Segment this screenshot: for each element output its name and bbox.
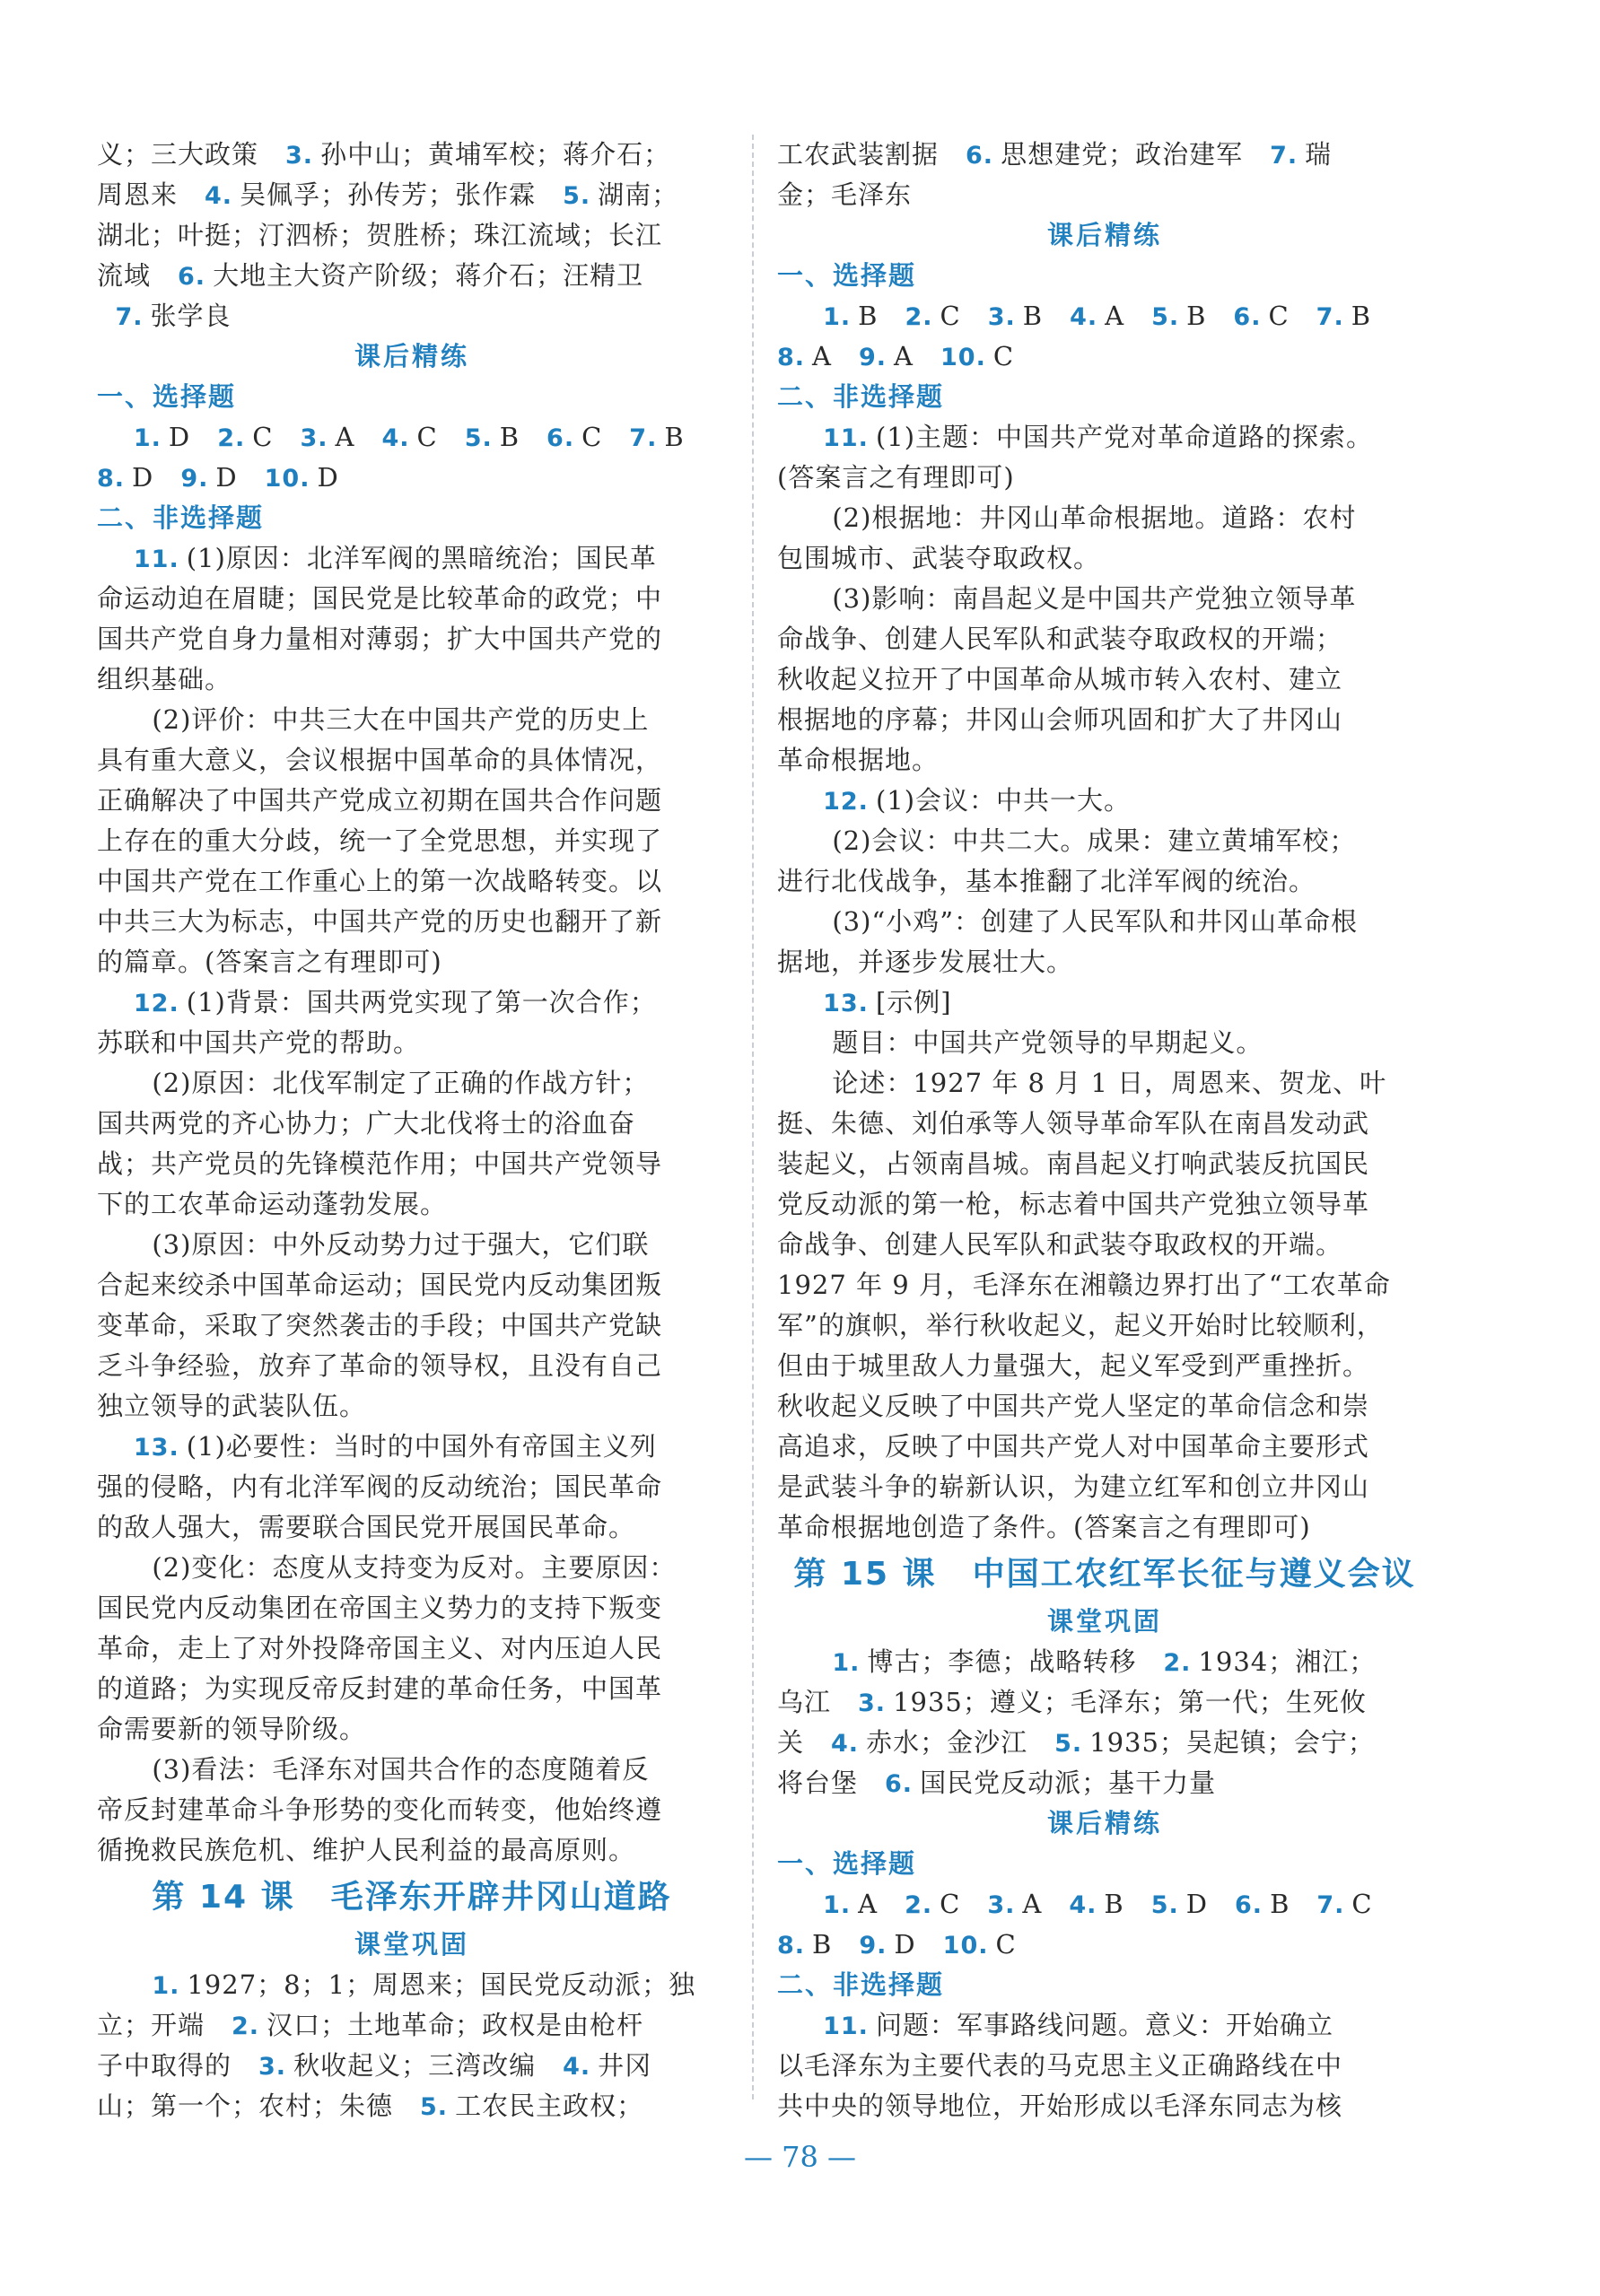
section-heading: 二、非选择题: [777, 1969, 945, 2000]
text-line: 高追求，反映了中国共产党人对中国革命主要形式: [777, 1431, 1370, 1462]
text-line: 党反动派的第一枪，标志着中国共产党独立领导革: [777, 1189, 1370, 1219]
text-line: 变革命，采取了突然袭击的手段；中国共产党缺: [97, 1310, 663, 1340]
text-line: 12. (1)会议：中共一大。: [823, 785, 1132, 816]
text-line: 独立领导的武装队伍。: [97, 1391, 367, 1421]
text-line: 国民党内反动集团在帝国主义势力的支持下叛变: [97, 1593, 663, 1623]
column-divider: [752, 135, 754, 2100]
text-line: (2)原因：北伐军制定了正确的作战方针；: [152, 1068, 650, 1098]
text-line: 立；开端 2. 汉口；土地革命；政权是由枪杆: [97, 2010, 644, 2040]
page-footer: — 78 —: [743, 2140, 857, 2174]
text-line: (3)原因：中外反动势力过于强大，它们联: [152, 1229, 650, 1260]
text-line: 国共两党的齐心协力；广大北伐将士的浴血奋: [97, 1108, 636, 1139]
text-line: 具有重大意义，会议根据中国革命的具体情况，: [97, 745, 663, 775]
text-line: 命战争、创建人民军队和武装夺取政权的开端；: [777, 624, 1343, 654]
text-line: 山；第一个；农村；朱德 5. 工农民主政权；: [97, 2091, 644, 2121]
text-line: (2)根据地：井冈山革命根据地。道路：农村: [832, 502, 1357, 533]
section-heading: 课后精练: [1046, 1808, 1162, 1838]
text-line: 关 4. 赤水；金沙江 5. 1935；吴起镇；会宁；: [777, 1727, 1375, 1758]
text-line: 工农武装割据 6. 思想建党；政治建军 7. 瑞: [777, 139, 1333, 170]
text-line: 13. [示例]: [823, 987, 952, 1017]
text-line: 命需要新的领导阶级。: [97, 1714, 367, 1744]
text-line: 秋收起义反映了中国共产党人坚定的革命信念和崇: [777, 1391, 1370, 1421]
text-line: 正确解决了中国共产党成立初期在国共合作问题: [97, 785, 663, 816]
section-heading: 课堂巩固: [1046, 1606, 1162, 1637]
right-column: [777, 135, 1432, 2126]
text-line: 装起义，占领南昌城。南昌起义打响武装反抗国民: [777, 1148, 1370, 1179]
text-line: 的篇章。(答案言之有理即可): [97, 947, 442, 977]
choice-answers: 8. D 9. D 10. D: [97, 462, 339, 493]
text-line: (2)评价：中共三大在中国共产党的历史上: [152, 704, 650, 735]
text-line: 循挽救民族危机、维护人民利益的最高原则。: [97, 1835, 636, 1865]
text-line: (3)影响：南昌起义是中国共产党独立领导革: [832, 583, 1357, 614]
text-line: 金；毛泽东: [777, 179, 913, 210]
lesson-15-title: 第 15 课 中国工农红军长征与遵义会议: [793, 1556, 1416, 1593]
section-heading: 一、选择题: [777, 260, 917, 291]
text-line: 11. (1)原因：北洋军阀的黑暗统治；国民革: [133, 543, 657, 573]
choice-answers: 8. A 9. A 10. C: [777, 341, 1015, 371]
text-line: 革命根据地创造了条件。(答案言之有理即可): [777, 1512, 1311, 1542]
text-line: 战；共产党员的先锋模范作用；中国共产党领导: [97, 1148, 663, 1179]
text-line: 军”的旗帜，举行秋收起义，起义开始时比较顺利，: [777, 1310, 1384, 1340]
section-heading: 二、非选择题: [777, 381, 945, 412]
text-line: 是武装斗争的崭新认识，为建立红军和创立井冈山: [777, 1471, 1370, 1502]
section-heading: 课后精练: [1046, 220, 1162, 250]
text-line: 中国共产党在工作重心上的第一次战略转变。以: [97, 866, 663, 896]
text-line: 1927 年 9 月，毛泽东在湘赣边界打出了“工农革命: [777, 1270, 1391, 1300]
left-column: [97, 135, 727, 2126]
text-line: (2)变化：态度从支持变为反对。主要原因：: [152, 1552, 677, 1583]
text-line: (3)看法：毛泽东对国共合作的态度随着反: [152, 1754, 650, 1785]
text-line: 11. (1)主题：中国共产党对革命道路的探索。: [823, 422, 1374, 452]
section-heading: 二、非选择题: [97, 502, 265, 533]
text-line: 苏联和中国共产党的帮助。: [97, 1027, 421, 1058]
text-line: (答案言之有理即可): [777, 462, 1015, 493]
text-line: 湖北；叶挺；汀泗桥；贺胜桥；珠江流域；长江: [97, 220, 663, 250]
text-line: 以毛泽东为主要代表的马克思主义正确路线在中: [777, 2050, 1343, 2081]
choice-answers: 1. B 2. C 3. B 4. A 5. B 6. C 7. B: [823, 301, 1372, 331]
text-line: 组织基础。: [97, 664, 232, 694]
text-line: 秋收起义拉开了中国革命从城市转入农村、建立: [777, 664, 1343, 694]
text-line: 论述：1927 年 8 月 1 日，周恩来、贺龙、叶: [832, 1068, 1387, 1098]
text-line: 周恩来 4. 吴佩孚；孙传芳；张作霖 5. 湖南；: [97, 179, 679, 210]
text-line: 11. 问题：军事路线问题。意义：开始确立: [823, 2010, 1333, 2040]
text-line: 将台堡 6. 国民党反动派；基干力量: [777, 1768, 1217, 1798]
section-heading: 课后精练: [354, 341, 469, 371]
text-line: 13. (1)必要性：当时的中国外有帝国主义列: [133, 1431, 657, 1462]
text-line: 强的侵略，内有北洋军阀的反动统治；国民革命: [97, 1471, 663, 1502]
page-number: 78: [782, 2140, 818, 2174]
text-line: 12. (1)背景：国共两党实现了第一次合作；: [133, 987, 657, 1017]
text-line: 但由于城里敌人力量强大，起义军受到严重挫折。: [777, 1350, 1370, 1381]
text-line: 7. 张学良: [115, 301, 232, 331]
text-line: 上存在的重大分歧，统一了全党思想，并实现了: [97, 825, 663, 856]
text-line: 根据地的序幕；井冈山会师巩固和扩大了井冈山: [777, 704, 1343, 735]
text-line: 乏斗争经验，放弃了革命的领导权，且没有自己: [97, 1350, 663, 1381]
text-line: 子中取得的 3. 秋收起义；三湾改编 4. 井冈: [97, 2050, 652, 2081]
text-line: 1. 1927；8；1；周恩来；国民党反动派；独: [152, 1969, 696, 2000]
text-line: 革命根据地。: [777, 745, 940, 775]
section-heading: 一、选择题: [97, 381, 237, 412]
text-line: 命运动迫在眉睫；国民党是比较革命的政党；中: [97, 583, 663, 614]
section-heading: 一、选择题: [777, 1848, 917, 1879]
text-line: 包围城市、武装夺取政权。: [777, 543, 1101, 573]
text-line: 挺、朱德、刘伯承等人领导革命军队在南昌发动武: [777, 1108, 1370, 1139]
text-line: 义；三大政策 3. 孙中山；黄埔军校；蒋介石；: [97, 139, 671, 170]
text-line: 帝反封建革命斗争形势的变化而转变，他始终遵: [97, 1794, 663, 1825]
lesson-14-title: 第 14 课 毛泽东开辟井冈山道路: [152, 1879, 672, 1916]
text-line: (2)会议：中共二大。成果：建立黄埔军校；: [832, 825, 1357, 856]
text-line: 国共产党自身力量相对薄弱；扩大中国共产党的: [97, 624, 663, 654]
text-line: 据地，并逐步发展壮大。: [777, 947, 1074, 977]
text-line: 流域 6. 大地主大资产阶级；蒋介石；汪精卫: [97, 260, 644, 291]
text-line: 革命，走上了对外投降帝国主义、对内压迫人民: [97, 1633, 663, 1663]
text-line: 下的工农革命运动蓬勃发展。: [97, 1189, 448, 1219]
choice-answers: 8. B 9. D 10. C: [777, 1929, 1017, 1960]
text-line: 合起来绞杀中国革命运动；国民党内反动集团叛: [97, 1270, 663, 1300]
text-line: 进行北伐战争，基本推翻了北洋军阀的统治。: [777, 866, 1316, 896]
text-line: 乌江 3. 1935；遵义；毛泽东；第一代；生死攸: [777, 1687, 1367, 1717]
choice-answers: 1. D 2. C 3. A 4. C 5. B 6. C 7. B: [133, 422, 685, 452]
text-line: 共中央的领导地位，开始形成以毛泽东同志为核: [777, 2091, 1343, 2121]
text-line: 1. 博古；李德；战略转移 2. 1934；湘江；: [832, 1646, 1377, 1677]
text-line: 的敌人强大，需要联合国民党开展国民革命。: [97, 1512, 636, 1542]
text-line: (3)“小鸡”：创建了人民军队和井冈山革命根: [832, 906, 1359, 937]
choice-answers: 1. A 2. C 3. A 4. B 5. D 6. B 7. C: [823, 1889, 1373, 1919]
text-line: 题目：中国共产党领导的早期起义。: [832, 1027, 1263, 1058]
text-line: 的道路；为实现反帝反封建的革命任务，中国革: [97, 1673, 663, 1704]
text-line: 中共三大为标志，中国共产党的历史也翻开了新: [97, 906, 663, 937]
section-heading: 课堂巩固: [354, 1929, 469, 1960]
text-line: 命战争、创建人民军队和武装夺取政权的开端。: [777, 1229, 1343, 1260]
